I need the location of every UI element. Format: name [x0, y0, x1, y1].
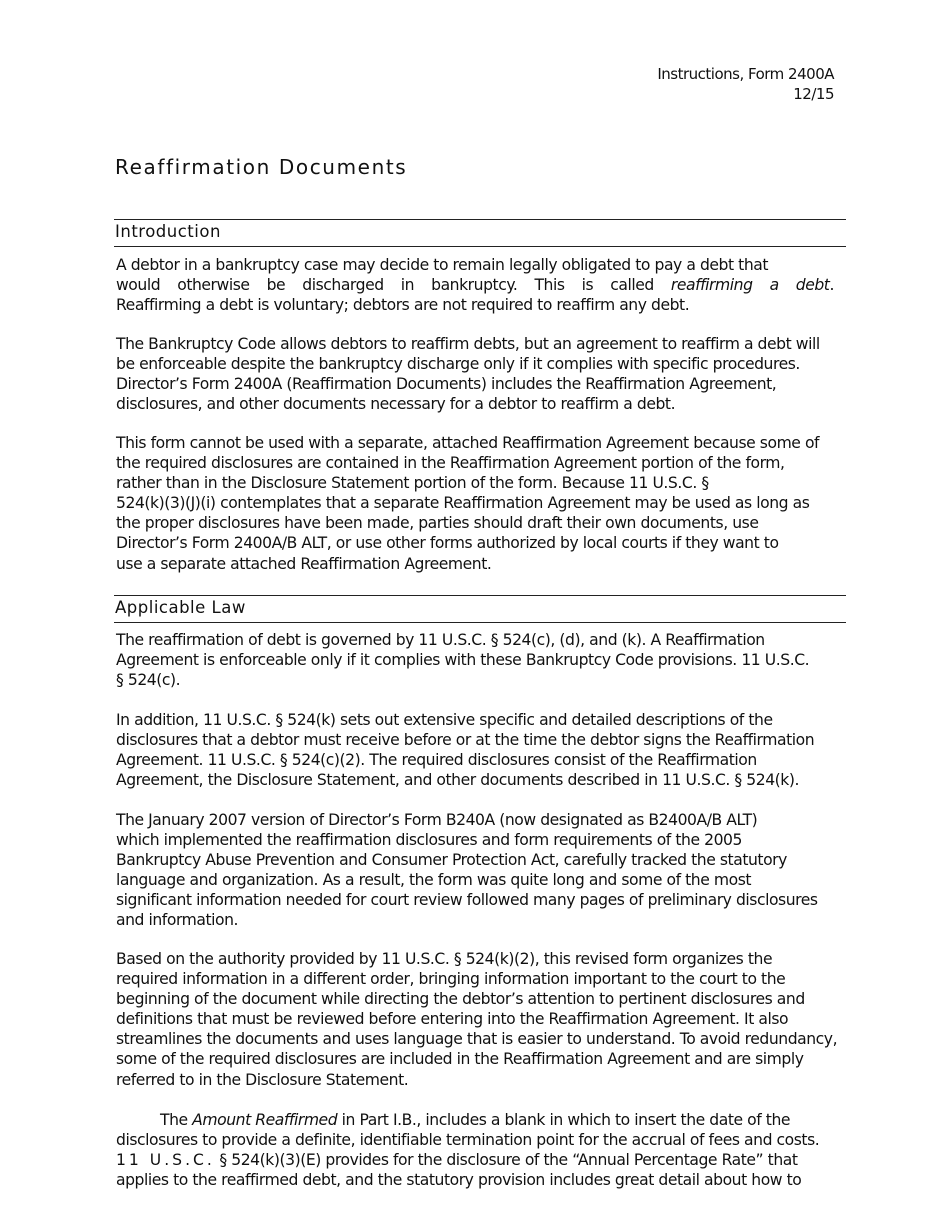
text-line: the required disclosures are contained in the Reaffirmation Agreement portion of the form, — [116, 454, 785, 473]
text-line: A debtor in a bankruptcy case may decide to remain legally obligated to pay a debt that — [116, 256, 769, 274]
text-line: disclosures to provide a definite, identifiable termination point for the accrual of fees and costs. — [116, 1131, 820, 1150]
text-line: language and organization. As a result, the form was quite long and some of the most — [116, 871, 752, 890]
text-line: significant information needed for court review followed many pages of preliminary disclosures — [116, 891, 818, 910]
text-line: required information in a different order, bringing information important to the court to the — [116, 970, 786, 989]
text-line: referred to in the Disclosure Statement. — [116, 1070, 409, 1089]
text-run: 11 U.S.C. — [116, 1151, 215, 1170]
text-line: The Bankruptcy Code allows debtors to reaffirm debts, but an agreement to reaffirm a debt will — [116, 335, 820, 353]
text-line — [116, 1110, 834, 1130]
text-line — [116, 1150, 834, 1170]
text-run: The — [160, 1111, 193, 1129]
intro-paragraph-3 — [116, 433, 834, 574]
page-header — [657, 64, 834, 104]
text-line: which implemented the reaffirmation disclosures and form requirements of the 2005 — [116, 831, 742, 850]
text-line: 524(k)(3)(J)(i) contemplates that a separate Reaffirmation Agreement may be used as long as — [116, 494, 810, 513]
text-line: use a separate attached Reaffirmation Agreement. — [116, 554, 492, 573]
text-line: Reaffirming a debt is voluntary; debtors are not required to reaffirm any debt. — [116, 296, 690, 315]
text-line: The January 2007 version of Director’s Form B240A (now designated as B2400A/B ALT) — [116, 811, 758, 829]
emphasis-text: Amount Reaffirmed — [192, 1111, 338, 1129]
law-paragraph-1 — [116, 630, 834, 690]
form-name: Instructions, Form 2400A — [657, 65, 834, 83]
text-line: disclosures that a debtor must receive before or at the time the debtor signs the Reaffirmation — [116, 731, 815, 750]
text-line: Based on the authority provided by 11 U.S.C. § 524(k)(2), this revised form organizes the — [116, 950, 773, 968]
intro-paragraph-1 — [116, 255, 834, 315]
law-paragraph-5 — [116, 1110, 834, 1190]
text-run: would otherwise be discharged in bankruptcy. This is called — [116, 276, 671, 295]
text-line: the proper disclosures have been made, parties should draft their own documents, use — [116, 514, 759, 533]
text-line: Agreement, the Disclosure Statement, and other documents described in 11 U.S.C. § 524(k). — [116, 771, 800, 790]
text-line: Bankruptcy Abuse Prevention and Consumer Protection Act, carefully tracked the statutory — [116, 851, 787, 870]
law-paragraph-2 — [116, 710, 834, 790]
page-title: Reaffirmation Documents — [115, 155, 408, 179]
text-line: In addition, 11 U.S.C. § 524(k) sets out extensive specific and detailed descriptions of the — [116, 711, 773, 729]
text-line: § 524(c). — [116, 671, 181, 690]
revision-date: 12/15 — [793, 85, 834, 103]
text-line: some of the required disclosures are included in the Reaffirmation Agreement and are simply — [116, 1050, 804, 1069]
text-line: be enforceable despite the bankruptcy discharge only if it complies with specific procedures. — [116, 355, 800, 374]
law-paragraph-4 — [116, 949, 838, 1090]
section-heading-introduction: Introduction — [114, 219, 846, 247]
text-line: The reaffirmation of debt is governed by 11 U.S.C. § 524(c), (d), and (k). A Reaffirmation — [116, 631, 765, 649]
emphasis-text: reaffirming a debt — [670, 276, 830, 295]
text-run: in Part I.B., includes a blank in which to insert the date of the — [337, 1111, 791, 1129]
intro-paragraph-2 — [116, 334, 834, 414]
text-line: Director’s Form 2400A (Reaffirmation Documents) includes the Reaffirmation Agreement, — [116, 375, 777, 394]
text-line: Director’s Form 2400A/B ALT, or use other forms authorized by local courts if they want to — [116, 534, 779, 553]
text-line: rather than in the Disclosure Statement portion of the form. Because 11 U.S.C. § — [116, 474, 709, 493]
text-run: . — [829, 276, 834, 295]
text-line: definitions that must be reviewed before entering into the Reaffirmation Agreement. It also — [116, 1010, 789, 1029]
text-line — [116, 275, 834, 295]
text-line: This form cannot be used with a separate, attached Reaffirmation Agreement because some of — [116, 434, 820, 452]
text-line: Agreement is enforceable only if it complies with these Bankruptcy Code provisions. 11 U.S.C. — [116, 651, 810, 670]
text-line: disclosures, and other documents necessary for a debtor to reaffirm a debt. — [116, 395, 676, 414]
law-paragraph-3 — [116, 810, 834, 931]
text-line: streamlines the documents and uses language that is easier to understand. To avoid redundancy, — [116, 1030, 838, 1049]
text-line: Agreement. 11 U.S.C. § 524(c)(2). The required disclosures consist of the Reaffirmation — [116, 751, 757, 770]
text-run: § 524(k)(3)(E) provides for the disclosure of the “Annual Percentage Rate” that — [214, 1151, 798, 1170]
text-line: and information. — [116, 911, 239, 930]
text-line: applies to the reaffirmed debt, and the statutory provision includes great detail about how to — [116, 1171, 802, 1190]
text-line: beginning of the document while directing the debtor’s attention to pertinent disclosures and — [116, 990, 805, 1009]
section-heading-applicable-law: Applicable Law — [114, 595, 846, 623]
